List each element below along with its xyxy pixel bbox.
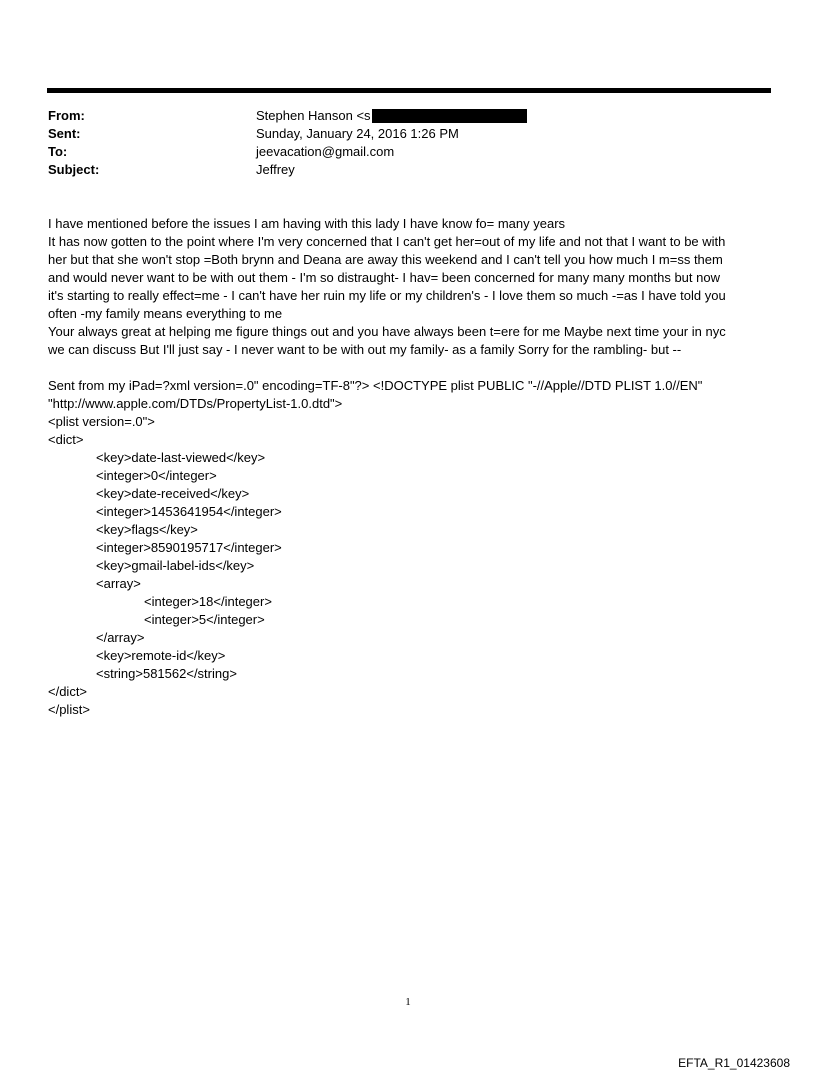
email-body [48,215,774,719]
sent-row [48,125,768,143]
to-label: To: [48,144,68,159]
plist-key: <key>flags</key> [96,522,198,537]
signature-line: Sent from my iPad=?xml version=.0" encoding=TF-8"?> <!DOCTYPE plist PUBLIC "-//Apple//DTD PLIST 1.0//EN" [48,378,703,393]
to-value: jeevacation@gmail.com [256,144,395,159]
sent-value: Sunday, January 24, 2016 1:26 PM [256,126,459,141]
signature-line: "http://www.apple.com/DTDs/PropertyList-1.0.dtd"> [48,396,343,411]
plist-value: <integer>0</integer> [96,468,217,483]
email-header [48,107,768,179]
page-number: 1 [405,996,411,1008]
body-line: we can discuss But I'll just say - I never want to be with out my family- as a family Sorry for the rambling- but -- [48,342,682,357]
subject-label: Subject: [48,162,100,177]
plist-key: <key>gmail-label-ids</key> [96,558,255,573]
sent-label: Sent: [48,126,81,141]
to-row [48,143,768,161]
from-label: From: [48,108,85,123]
body-line: her but that she won't stop =Both brynn and Deana are away this weekend and I can't tell you how much I m=ss them [48,252,723,267]
plist-key: <key>remote-id</key> [96,648,226,663]
header-rule [47,88,771,93]
plist-open: <plist version=.0"> [48,414,155,429]
from-row [48,107,768,125]
dict-open: <dict> [48,432,84,447]
plist-close: </plist> [48,702,90,717]
from-value-wrap [256,107,527,125]
body-line: and would never want to be with out them - I'm so distraught- I hav= been concerned for many many months but now [48,270,720,285]
array-close: </array> [96,630,145,645]
subject-row [48,161,768,179]
redaction-box [372,109,527,123]
subject-value: Jeffrey [256,162,295,177]
plist-key: <key>date-last-viewed</key> [96,450,266,465]
body-line: often -my family means everything to me [48,306,283,321]
body-line: I have mentioned before the issues I am having with this lady I have know fo= many years [48,216,566,231]
body-line: it's starting to really effect=me - I can't have her ruin my life or my children's - I love them so much -=as I have told you [48,288,726,303]
plist-value: <integer>1453641954</integer> [96,504,282,519]
plist-value: <string>581562</string> [96,666,237,681]
document-id: EFTA_R1_01423608 [678,1056,790,1070]
plist-value: <integer>8590195717</integer> [96,540,282,555]
paragraph-gap [48,359,774,377]
array-item: <integer>5</integer> [144,612,265,627]
from-value: Stephen Hanson <s [256,108,371,123]
body-line: It has now gotten to the point where I'm very concerned that I can't get her=out of my life and not that I want to be with [48,234,726,249]
plist-key: <key>date-received</key> [96,486,250,501]
plist-block [48,413,774,719]
dict-close: </dict> [48,684,88,699]
body-line: Your always great at helping me figure things out and you have always been t=ere for me Maybe next time your in nyc [48,324,726,339]
array-open: <array> [96,576,141,591]
array-item: <integer>18</integer> [144,594,272,609]
